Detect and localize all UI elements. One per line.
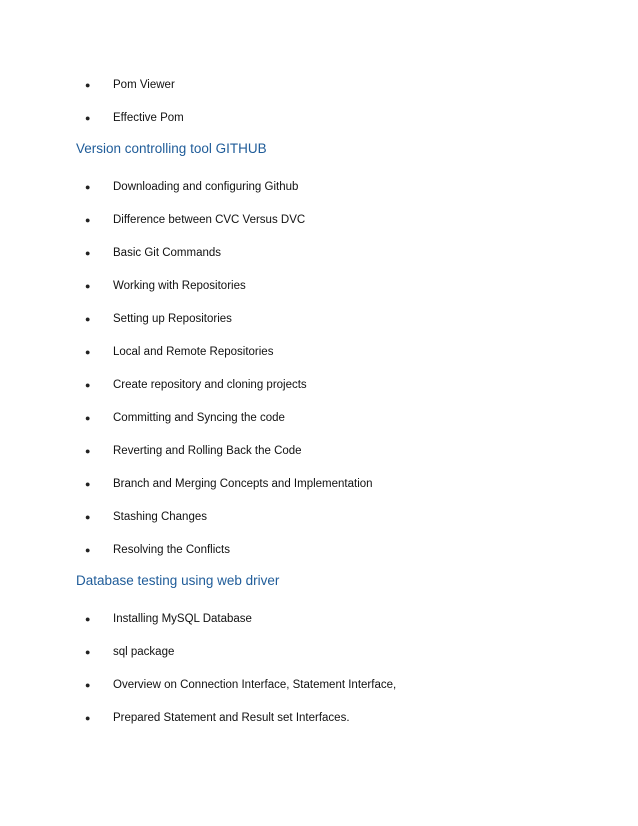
bullet-icon: ●: [85, 113, 91, 123]
bullet-icon: ●: [85, 413, 91, 423]
bullet-icon: ●: [85, 215, 91, 225]
bullet-icon: ●: [85, 647, 91, 657]
bullet-icon: ●: [85, 446, 91, 456]
bullet-icon: ●: [85, 248, 91, 258]
list-item-text: Committing and Syncing the code: [113, 412, 285, 424]
list-item-text: Local and Remote Repositories: [113, 346, 274, 358]
list-item-text: Resolving the Conflicts: [113, 544, 230, 556]
list-item-text: Setting up Repositories: [113, 313, 232, 325]
bullet-icon: ●: [85, 680, 91, 690]
list-item-text: Pom Viewer: [113, 79, 175, 91]
list-item-text: Downloading and configuring Github: [113, 181, 299, 193]
list-item-text: Installing MySQL Database: [113, 613, 252, 625]
bullet-icon: ●: [85, 281, 91, 291]
bullet-icon: ●: [85, 545, 91, 555]
list-item-text: Stashing Changes: [113, 511, 207, 523]
list-item-text: Branch and Merging Concepts and Implementation: [113, 478, 373, 490]
bullet-icon: ●: [85, 512, 91, 522]
bullet-icon: ●: [85, 347, 91, 357]
bullet-icon: ●: [85, 614, 91, 624]
bullet-icon: ●: [85, 80, 91, 90]
list-item-text: Effective Pom: [113, 112, 184, 124]
list-item-text: Prepared Statement and Result set Interfaces.: [113, 712, 350, 724]
bullet-icon: ●: [85, 182, 91, 192]
bullet-icon: ●: [85, 380, 91, 390]
list-item-text: Reverting and Rolling Back the Code: [113, 445, 302, 457]
section-heading: Database testing using web driver: [76, 573, 280, 588]
list-item-text: sql package: [113, 646, 175, 658]
list-item-text: Create repository and cloning projects: [113, 379, 307, 391]
list-item-text: Difference between CVC Versus DVC: [113, 214, 306, 226]
list-item-text: Basic Git Commands: [113, 247, 222, 259]
bullet-icon: ●: [85, 713, 91, 723]
list-item-text: Working with Repositories: [113, 280, 246, 292]
list-item-text: Overview on Connection Interface, Statement Interface,: [113, 679, 397, 691]
bullet-icon: ●: [85, 479, 91, 489]
section-heading: Version controlling tool GITHUB: [76, 141, 267, 156]
bullet-icon: ●: [85, 314, 91, 324]
